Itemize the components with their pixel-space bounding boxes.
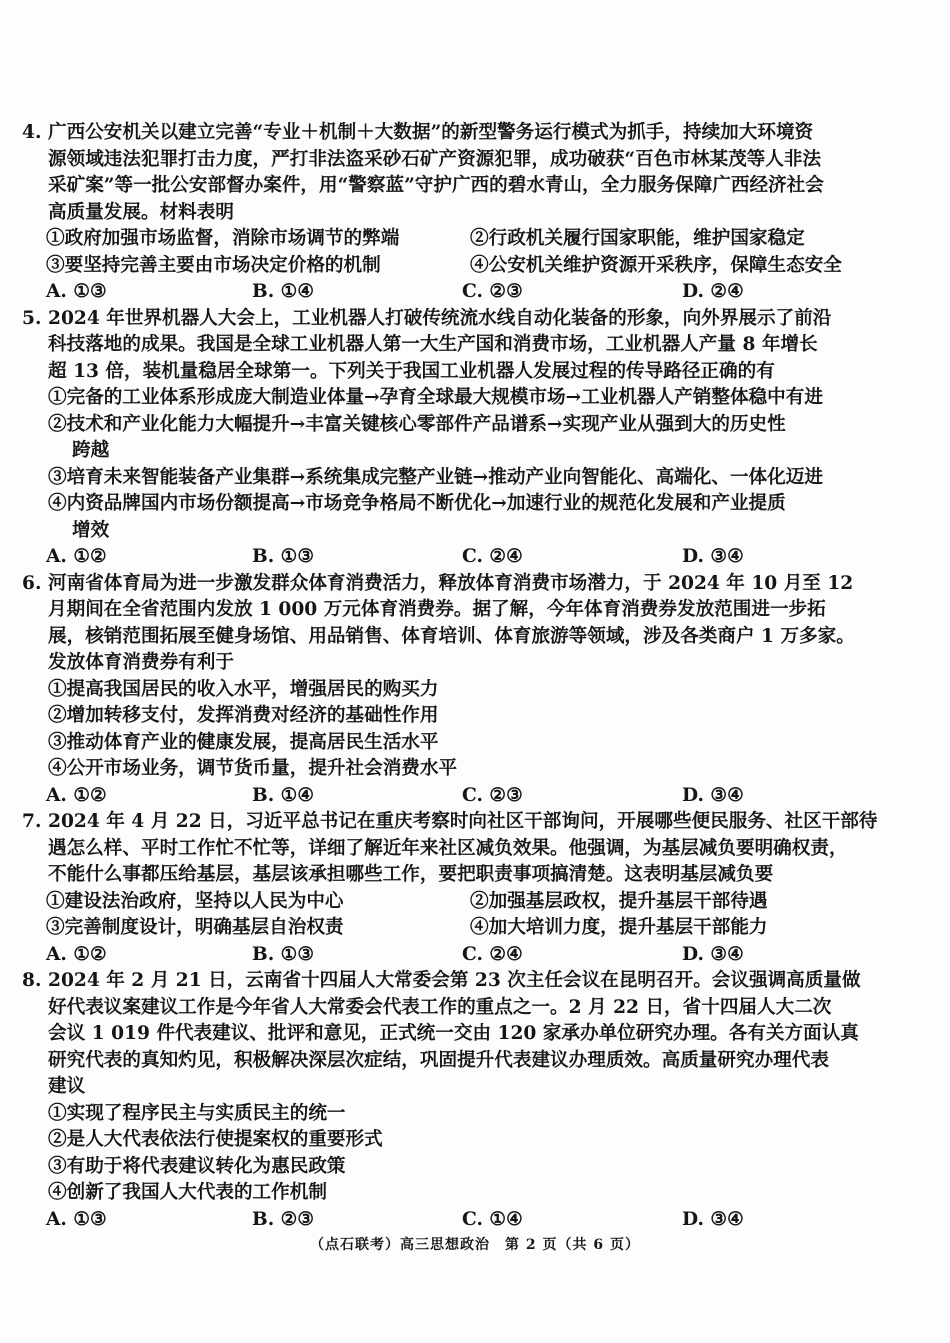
question-stem-line xyxy=(22,332,922,359)
answer-choice: B. ①④ xyxy=(252,784,315,806)
option-item-line: ④创新了我国人大代表的工作机制 xyxy=(48,1182,327,1203)
question-stem-text: 会议 1 019 件代表建议、批评和意见，正式统一交由 120 家承办单位研究办理。各有关方面认真 xyxy=(48,1023,859,1044)
option-item-line: ④公开市场业务，调节货币量，提升社会消费水平 xyxy=(48,758,458,779)
question-stem-text: 超 13 倍，装机量稳居全球第一。下列关于我国工业机器人发展过程的传导路径正确的有 xyxy=(48,360,775,382)
option-item-line: ④内资品牌国内市场份额提高→市场竞争格局不断优化→加速行业的规范化发展和产业提质 xyxy=(48,493,786,514)
question-number: 8. xyxy=(22,970,42,991)
option-item-line: 增效 xyxy=(72,519,110,541)
question-stem-text: 建议 xyxy=(48,1076,86,1097)
question-stem-line xyxy=(22,1021,922,1048)
question-number: 5. xyxy=(22,307,42,329)
question-stem-text: 好代表议案建议工作是今年省人大常委会代表工作的重点之一。2 月 22 日，省十四届人大二次 xyxy=(48,996,832,1018)
option-row xyxy=(22,915,922,942)
option-item-line: ②技术和产业化能力大幅提升→丰富关键核心零部件产品谱系→实现产业从强到大的历史性 xyxy=(48,413,786,435)
answer-choices xyxy=(22,279,922,306)
option-item-line: ③有助于将代表建议转化为惠民政策 xyxy=(48,1155,346,1177)
question-stem-line xyxy=(22,306,922,333)
question-stem-text: 发放体育消费券有利于 xyxy=(48,652,234,673)
answer-choice: C. ②④ xyxy=(462,546,523,567)
answer-choice: D. ③④ xyxy=(682,784,744,806)
option-item-line: 跨越 xyxy=(72,440,110,461)
option-item: ②行政机关履行国家职能，维护国家稳定 xyxy=(470,228,805,249)
question-list xyxy=(22,120,922,1233)
question-stem-text: 月期间在全省范围内发放 1 000 万元体育消费券。据了解，今年体育消费券发放范围进一步拓 xyxy=(48,599,826,620)
question-stem-line xyxy=(22,359,922,386)
answer-choice: B. ①③ xyxy=(252,546,315,567)
answer-choice: A. ①③ xyxy=(46,281,107,302)
answer-choices xyxy=(22,544,922,571)
answer-choices xyxy=(22,1207,922,1234)
option-item-line: ②是人大代表依法行使提案权的重要形式 xyxy=(48,1129,383,1150)
option-item-line: ③推动体育产业的健康发展，提高居民生活水平 xyxy=(48,731,439,753)
question-stem-text: 2024 年 2 月 21 日，云南省十四届人大常委会第 23 次主任会议在昆明召开。会议强调高质量做 xyxy=(48,970,861,991)
option-item: ②加强基层政权，提升基层干部待遇 xyxy=(470,890,768,912)
question-stem-text: 广西公安机关以建立完善“专业＋机制＋大数据”的新型警务运行模式为抓手，持续加大环境资 xyxy=(48,122,814,143)
option-row xyxy=(22,889,922,916)
option-item-line: ①提高我国居民的收入水平，增强居民的购买力 xyxy=(48,678,439,700)
option-item-line: ①完备的工业体系形成庞大制造业体量→孕育全球最大规模市场→工业机器人产销整体稳中有进 xyxy=(48,387,823,408)
answer-choice: B. ①③ xyxy=(252,943,315,965)
question-stem-line xyxy=(22,809,922,836)
option-item-line: ①实现了程序民主与实质民主的统一 xyxy=(48,1102,346,1124)
answer-choice: A. ①② xyxy=(46,784,107,806)
answer-choice: A. ①② xyxy=(46,943,107,965)
question-stem-line xyxy=(22,968,922,995)
question-5 xyxy=(22,306,922,571)
option-item: ④加大培训力度，提升基层干部能力 xyxy=(470,917,768,938)
question-stem-line xyxy=(22,173,922,200)
question-stem-text: 采矿案”等一批公安部督办案件，用“警察蓝”守护广西的碧水青山，全力服务保障广西经济社会 xyxy=(48,175,824,196)
question-stem-line xyxy=(22,597,922,624)
answer-choice: C. ②③ xyxy=(462,784,523,806)
question-stem-text: 河南省体育局为进一步激发群众体育消费活力，释放体育消费市场潜力，于 2024 年 10 月至 12 xyxy=(48,572,854,594)
option-item: ①政府加强市场监督，消除市场调节的弊端 xyxy=(46,228,400,249)
question-stem-line xyxy=(22,147,922,174)
option-row xyxy=(22,226,922,253)
question-stem-text: 科技落地的成果。我国是全球工业机器人第一大生产国和消费市场，工业机器人产量 8 年增长 xyxy=(48,334,818,355)
question-stem-text: 源领域违法犯罪打击力度，严打非法盗采砂石矿产资源犯罪，成功破获“百色市林某茂等人非法 xyxy=(48,148,822,170)
answer-choice: D. ③④ xyxy=(682,546,744,567)
option-item-line: ②增加转移支付，发挥消费对经济的基础性作用 xyxy=(48,705,439,726)
option-item: ④公安机关维护资源开采秩序，保障生态安全 xyxy=(470,254,842,276)
question-stem-text: 2024 年 4 月 22 日，习近平总书记在重庆考察时向社区干部询问，开展哪些便民服务、社区干部待 xyxy=(48,811,878,832)
answer-choice: A. ①② xyxy=(46,546,107,567)
question-stem-line xyxy=(22,862,922,889)
question-number: 4. xyxy=(22,122,42,143)
question-number: 6. xyxy=(22,572,42,594)
option-item: ③完善制度设计，明确基层自治权责 xyxy=(46,917,344,938)
question-stem-line xyxy=(22,120,922,147)
answer-choice: D. ②④ xyxy=(682,281,744,302)
question-stem-line xyxy=(22,200,922,227)
option-item: ①建设法治政府，坚持以人民为中心 xyxy=(46,890,344,912)
answer-choice: B. ②③ xyxy=(252,1208,315,1230)
question-stem-text: 2024 年世界机器人大会上，工业机器人打破传统流水线自动化装备的形象，向外界展示了前沿 xyxy=(48,307,832,329)
answer-choice: A. ①③ xyxy=(46,1208,107,1230)
option-item: ③要坚持完善主要由市场决定价格的机制 xyxy=(46,254,381,276)
question-stem-line xyxy=(22,1074,922,1101)
answer-choice: C. ②③ xyxy=(462,281,523,302)
answer-choice: D. ③④ xyxy=(682,1208,744,1230)
question-stem-line xyxy=(22,624,922,651)
question-stem-line xyxy=(22,836,922,863)
question-stem-line xyxy=(22,571,922,598)
question-stem-line xyxy=(22,995,922,1022)
question-stem-text: 高质量发展。材料表明 xyxy=(48,201,234,223)
option-row xyxy=(22,253,922,280)
question-number: 7. xyxy=(22,811,42,832)
answer-choices xyxy=(22,942,922,969)
answer-choices xyxy=(22,783,922,810)
question-6 xyxy=(22,571,922,810)
question-stem-text: 遇怎么样、平时工作忙不忙等，详细了解近年来社区减负效果。他强调，为基层减负要明确权责， xyxy=(48,837,848,859)
question-stem-line xyxy=(22,1048,922,1075)
question-8 xyxy=(22,968,922,1233)
question-7 xyxy=(22,809,922,968)
question-stem-text: 研究代表的真知灼见，积极解决深层次症结，巩固提升代表建议办理质效。高质量研究办理代表 xyxy=(48,1049,829,1071)
answer-choice: C. ②④ xyxy=(462,943,523,965)
question-stem-text: 不能什么事都压给基层，基层该承担哪些工作，要把职责事项搞清楚。这表明基层减负要 xyxy=(48,864,774,885)
question-4 xyxy=(22,120,922,306)
question-stem-line xyxy=(22,650,922,677)
answer-choice: D. ③④ xyxy=(682,943,744,965)
answer-choice: C. ①④ xyxy=(462,1208,523,1230)
page-footer: （点石联考）高三思想政治 第 2 页（共 6 页） xyxy=(310,1237,640,1253)
answer-choice: B. ①④ xyxy=(252,281,315,302)
option-item-line: ③培育未来智能装备产业集群→系统集成完整产业链→推动产业向智能化、高端化、一体化迈进 xyxy=(48,466,823,488)
question-stem-text: 展，核销范围拓展至健身场馆、用品销售、体育培训、体育旅游等领域，涉及各类商户 1 万多家。 xyxy=(48,625,855,647)
